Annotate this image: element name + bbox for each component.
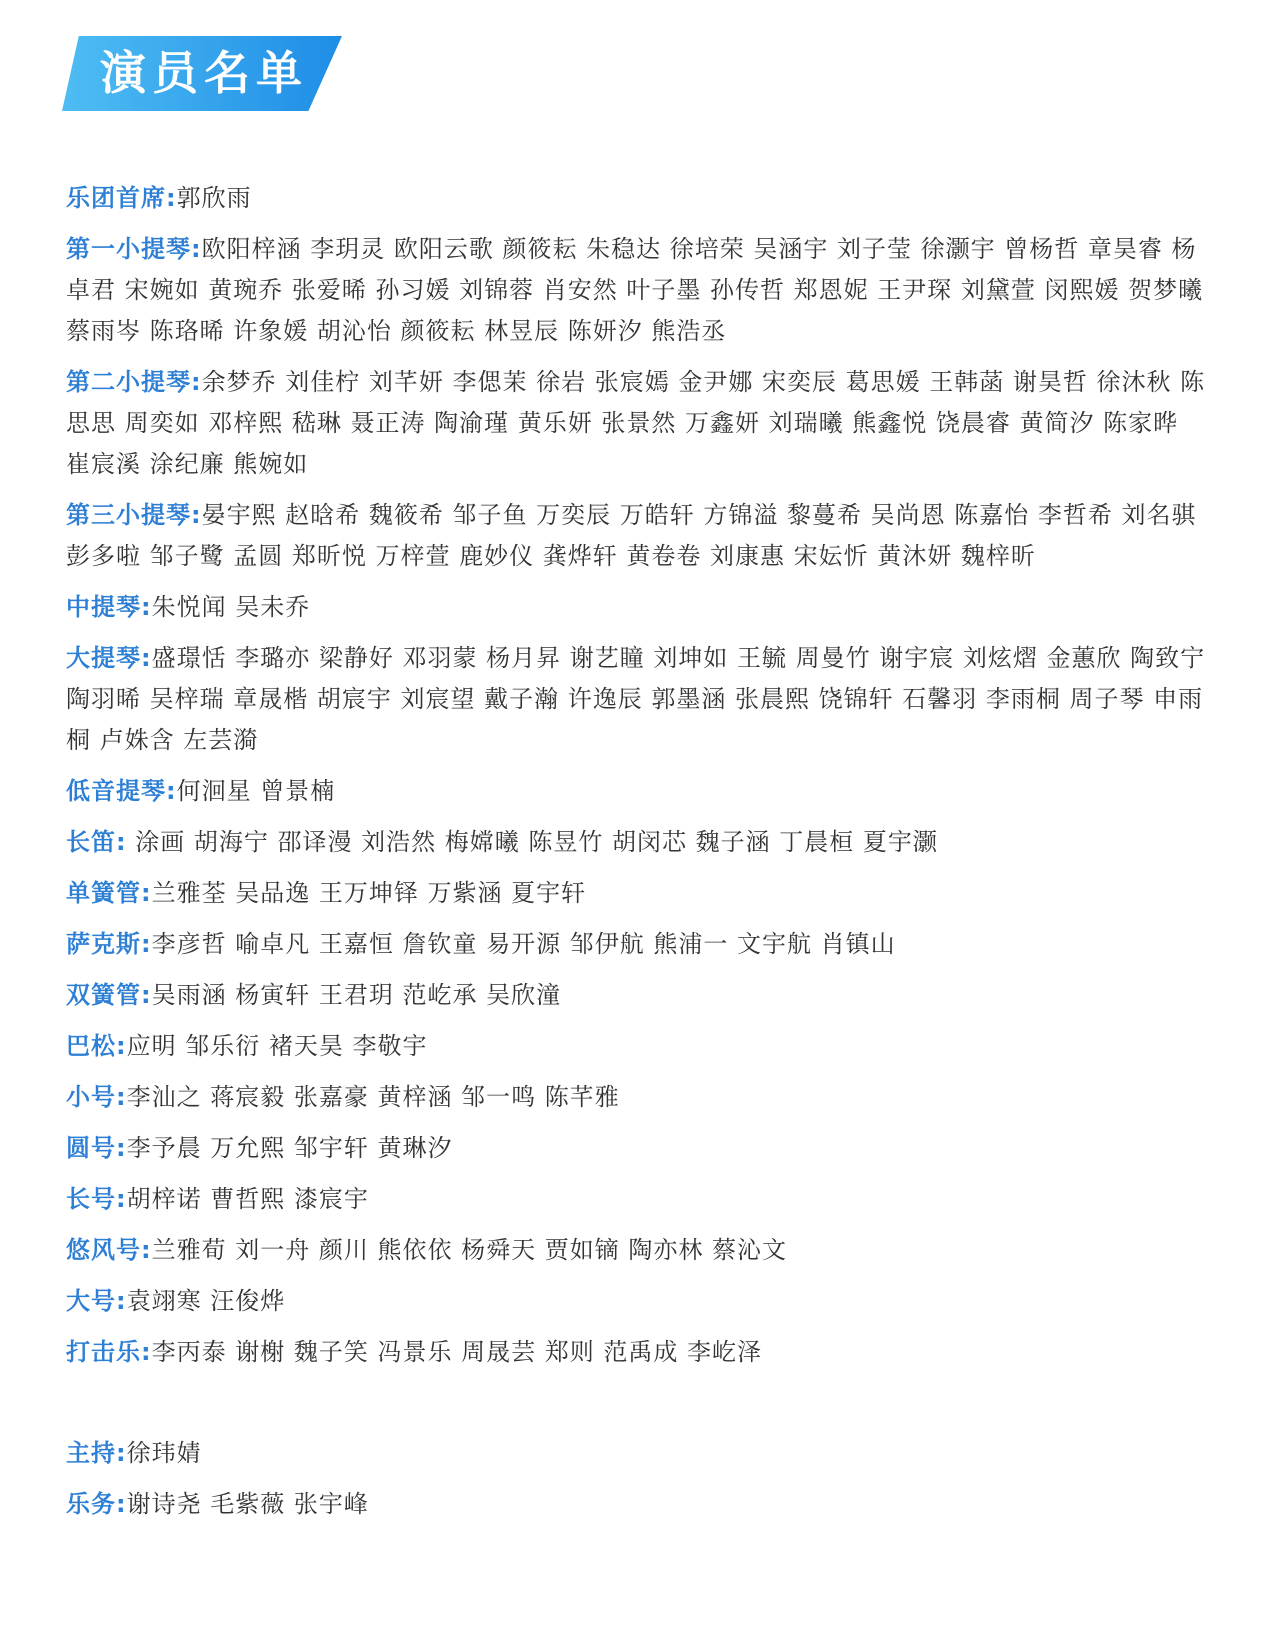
section-names: 李丙泰 谢榭 魏子笑 冯景乐 周晟芸 郑则 范禹成 李屹泽 bbox=[151, 1338, 763, 1366]
section-label: 第二小提琴 bbox=[66, 368, 191, 396]
section-names: 涂画 胡海宁 邵译漫 刘浩然 梅嫦曦 陈昱竹 胡闵芯 魏子涵 丁晨桓 夏宇灏 bbox=[126, 828, 938, 856]
section-names: 盛璟恬 李璐亦 梁静好 邓羽蒙 杨月昇 谢艺瞳 刘坤如 王毓 周曼竹 谢宇宸 刘炫熠 金蕙欣 陶致宁 陶羽晞 吴梓瑞 章晟楷 胡宸宇 刘宸望 戴子瀚 许逸辰 郭墨涵 张晨熙 饶锦轩 石馨羽 李雨桐 周子琴 申雨桐 卢姝含 左芸漪 bbox=[66, 644, 1206, 754]
section-label: 第一小提琴 bbox=[66, 235, 191, 263]
section-second-violin: 第二小提琴:余梦乔 刘佳柠 刘芊妍 李偲茉 徐岩 张宸嫣 金尹娜 宋奕辰 葛思媛 王韩菡 谢昊哲 徐沐秋 陈思思 周奕如 邓梓熙 嵇琳 聂正涛 陶渝瑾 黄乐妍 张景然 万鑫妍 刘瑞曦 熊鑫悦 饶晨睿 黄简汐 陈家晔 崔宸溪 涂纪廉 熊婉如 bbox=[66, 368, 1206, 478]
section-first-violin: 第一小提琴:欧阳梓涵 李玥灵 欧阳云歌 颜筱耘 朱稳达 徐培荣 吴涵宇 刘子莹 徐灏宇 曾杨哲 章昊睿 杨卓君 宋婉如 黄琬乔 张爱晞 孙习媛 刘锦蓉 肖安然 叶子墨 孙传哲 郑恩妮 王尹琛 刘黛萱 闵熙媛 贺梦曦 蔡雨岑 陈珞晞 许象媛 胡沁怡 颜筱耘 林昱辰 陈妍汐 熊浩丞 bbox=[66, 235, 1204, 345]
section-names: 袁翊寒 汪俊烨 bbox=[126, 1287, 286, 1315]
section-trumpet: 小号:李汕之 蒋宸毅 张嘉豪 黄梓涵 邹一鸣 陈芊雅 bbox=[66, 1083, 620, 1111]
section-names: 吴雨涵 杨寅轩 王君玥 范屹承 吴欣潼 bbox=[151, 981, 562, 1009]
section-label: 低音提琴 bbox=[66, 777, 166, 805]
section-label: 双簧管 bbox=[66, 981, 141, 1009]
section-names: 余梦乔 刘佳柠 刘芊妍 李偲茉 徐岩 张宸嫣 金尹娜 宋奕辰 葛思媛 王韩菡 谢昊哲 徐沐秋 陈思思 周奕如 邓梓熙 嵇琳 聂正涛 陶渝瑾 黄乐妍 张景然 万鑫妍 刘瑞曦 熊鑫悦 饶晨睿 黄简汐 陈家晔 崔宸溪 涂纪廉 熊婉如 bbox=[66, 368, 1206, 478]
section-names: 晏宇熙 赵晗希 魏筱希 邹子鱼 万奕辰 万皓轩 方锦溢 黎蔓希 吴尚恩 陈嘉怡 李哲希 刘名骐 彭多啦 邹子鹭 孟圆 郑昕悦 万梓萱 鹿妙仪 龚烨轩 黄卷卷 刘康惠 宋妘忻 黄沐妍 魏梓昕 bbox=[66, 501, 1197, 570]
section-names: 李予晨 万允熙 邹宇轩 黄琳汐 bbox=[126, 1134, 453, 1162]
section-names: 朱悦闻 吴未乔 bbox=[151, 593, 311, 621]
section-label: 圆号 bbox=[66, 1134, 116, 1162]
section-label: 中提琴 bbox=[66, 593, 141, 621]
section-names: 胡梓诺 曹哲熙 漆宸宇 bbox=[126, 1185, 369, 1213]
section-names: 李汕之 蒋宸毅 张嘉豪 黄梓涵 邹一鸣 陈芊雅 bbox=[126, 1083, 620, 1111]
section-clarinet: 单簧管:兰雅荃 吴品逸 王万坤铎 万紫涵 夏宇轩 bbox=[66, 879, 587, 907]
section-trombone: 长号:胡梓诺 曹哲熙 漆宸宇 bbox=[66, 1185, 369, 1213]
section-label: 单簧管 bbox=[66, 879, 141, 907]
section-concertmaster: 乐团首席:郭欣雨 bbox=[66, 184, 252, 212]
section-names: 徐玮婧 bbox=[126, 1439, 202, 1467]
section-names: 谢诗尧 毛紫薇 张宇峰 bbox=[126, 1490, 369, 1518]
section-label: 乐务 bbox=[66, 1490, 116, 1518]
title-banner bbox=[62, 36, 342, 111]
section-names: 兰雅荀 刘一舟 颜川 熊依依 杨舜天 贾如镝 陶亦林 蔡沁文 bbox=[151, 1236, 788, 1264]
section-label: 第三小提琴 bbox=[66, 501, 191, 529]
section-label: 乐团首席 bbox=[66, 184, 166, 212]
section-label: 主持 bbox=[66, 1439, 116, 1467]
section-label: 萨克斯 bbox=[66, 930, 141, 958]
section-saxophone: 萨克斯:李彦哲 喻卓凡 王嘉恒 詹钦童 易开源 邹伊航 熊浦一 文宇航 肖镇山 bbox=[66, 930, 896, 958]
cast-content bbox=[66, 178, 1206, 1535]
section-label: 巴松 bbox=[66, 1032, 116, 1060]
section-label: 小号 bbox=[66, 1083, 116, 1111]
section-tuba: 大号:袁翊寒 汪俊烨 bbox=[66, 1287, 286, 1315]
section-percussion: 打击乐:李丙泰 谢榭 魏子笑 冯景乐 周晟芸 郑则 范禹成 李屹泽 bbox=[66, 1338, 763, 1366]
section-names: 何洄星 曾景楠 bbox=[176, 777, 336, 805]
section-gap bbox=[66, 1383, 1206, 1433]
section-label: 悠风号 bbox=[66, 1236, 141, 1264]
section-double-bass: 低音提琴:何洄星 曾景楠 bbox=[66, 777, 336, 805]
section-names: 兰雅荃 吴品逸 王万坤铎 万紫涵 夏宇轩 bbox=[151, 879, 587, 907]
section-label: 大号 bbox=[66, 1287, 116, 1315]
section-orchestra-affairs: 乐务:谢诗尧 毛紫薇 张宇峰 bbox=[66, 1490, 369, 1518]
section-names: 郭欣雨 bbox=[176, 184, 252, 212]
section-host: 主持:徐玮婧 bbox=[66, 1439, 202, 1467]
section-label: 大提琴 bbox=[66, 644, 141, 672]
section-cello: 大提琴:盛璟恬 李璐亦 梁静好 邓羽蒙 杨月昇 谢艺瞳 刘坤如 王毓 周曼竹 谢宇宸 刘炫熠 金蕙欣 陶致宁 陶羽晞 吴梓瑞 章晟楷 胡宸宇 刘宸望 戴子瀚 许逸辰 郭墨涵 张晨熙 饶锦轩 石馨羽 李雨桐 周子琴 申雨桐 卢姝含 左芸漪 bbox=[66, 644, 1206, 754]
section-viola: 中提琴:朱悦闻 吴未乔 bbox=[66, 593, 311, 621]
section-bassoon: 巴松:应明 邹乐衍 褚天昊 李敬宇 bbox=[66, 1032, 428, 1060]
section-euphonium: 悠风号:兰雅荀 刘一舟 颜川 熊依依 杨舜天 贾如镝 陶亦林 蔡沁文 bbox=[66, 1236, 788, 1264]
section-oboe: 双簧管:吴雨涵 杨寅轩 王君玥 范屹承 吴欣潼 bbox=[66, 981, 562, 1009]
section-label: 长号 bbox=[66, 1185, 116, 1213]
page-title: 演员名单 bbox=[100, 46, 308, 100]
section-label: 打击乐 bbox=[66, 1338, 141, 1366]
section-horn: 圆号:李予晨 万允熙 邹宇轩 黄琳汐 bbox=[66, 1134, 453, 1162]
section-label: 长笛 bbox=[66, 828, 116, 856]
section-flute: 长笛: 涂画 胡海宁 邵译漫 刘浩然 梅嫦曦 陈昱竹 胡闵芯 魏子涵 丁晨桓 夏宇灏 bbox=[66, 828, 938, 856]
section-names: 李彦哲 喻卓凡 王嘉恒 詹钦童 易开源 邹伊航 熊浦一 文宇航 肖镇山 bbox=[151, 930, 896, 958]
section-names: 应明 邹乐衍 褚天昊 李敬宇 bbox=[126, 1032, 428, 1060]
section-names: 欧阳梓涵 李玥灵 欧阳云歌 颜筱耘 朱稳达 徐培荣 吴涵宇 刘子莹 徐灏宇 曾杨哲 章昊睿 杨卓君 宋婉如 黄琬乔 张爱晞 孙习媛 刘锦蓉 肖安然 叶子墨 孙传哲 郑恩妮 王尹琛 刘黛萱 闵熙媛 贺梦曦 蔡雨岑 陈珞晞 许象媛 胡沁怡 颜筱耘 林昱辰 陈妍汐 熊浩丞 bbox=[66, 235, 1204, 345]
section-third-violin: 第三小提琴:晏宇熙 赵晗希 魏筱希 邹子鱼 万奕辰 万皓轩 方锦溢 黎蔓希 吴尚恩 陈嘉怡 李哲希 刘名骐 彭多啦 邹子鹭 孟圆 郑昕悦 万梓萱 鹿妙仪 龚烨轩 黄卷卷 刘康惠 宋妘忻 黄沐妍 魏梓昕 bbox=[66, 501, 1197, 570]
